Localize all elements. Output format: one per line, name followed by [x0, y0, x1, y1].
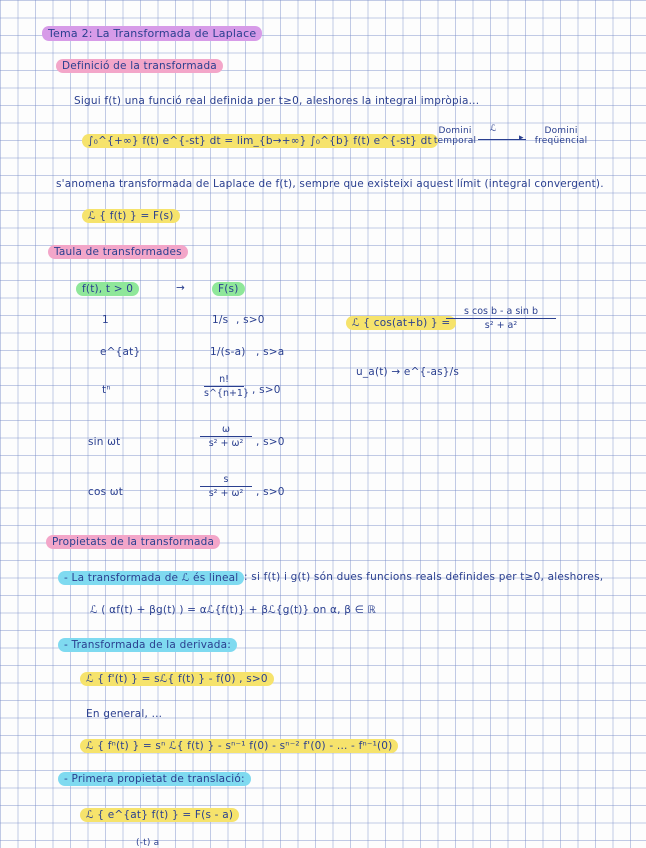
- table-row-cond: , s>0: [252, 384, 281, 396]
- fraction-bar: [200, 486, 252, 487]
- property-derivative-general-formula: ℒ { fⁿ(t) } = sⁿ ℒ{ f(t) } - sⁿ⁻¹ f(0) - sⁿ⁻² f'(0) - ... - fⁿ⁻¹(0): [80, 739, 398, 753]
- intro-text: Sigui f(t) una funció real definida per t≥0, aleshores la integral impròpia...: [74, 95, 480, 107]
- table-row-cond: , s>a: [256, 346, 285, 358]
- bottom-partial-text: (-t) a: [136, 838, 160, 848]
- table-row-F: 1/(s-a): [210, 346, 246, 358]
- fraction-bar: [446, 318, 556, 319]
- laplace-symbol: ℒ: [490, 124, 497, 134]
- fraction-bar: [204, 386, 244, 387]
- definition-formula: ℒ { f(t) } = F(s): [82, 209, 180, 223]
- domain-frequency-label: Domini freqüencial: [534, 126, 588, 146]
- table-row-cond: , s>0: [236, 314, 265, 326]
- section-definition-heading: Definició de la transformada: [56, 59, 223, 73]
- table-row-f: sin ωt: [88, 436, 121, 448]
- table-row-f: tⁿ: [102, 384, 111, 396]
- table-row-cond: , s>0: [256, 486, 285, 498]
- table-row-F-fraction: [200, 474, 252, 499]
- fraction-numerator: n!: [219, 374, 229, 385]
- fraction-denominator: s^{n+1}: [204, 388, 250, 399]
- table-row-cond: , s>0: [256, 436, 285, 448]
- fraction-denominator: s² + ω²: [208, 438, 244, 449]
- property-derivative-general-label: En general, ...: [86, 708, 163, 720]
- laplace-integral-formula: ∫₀^{+∞} f(t) e^{-st} dt = lim_{b→+∞} ∫₀^{b} f(t) e^{-st} dt: [82, 134, 438, 148]
- step-function-formula: u_a(t) → e^{-as}/s: [356, 366, 460, 378]
- table-row-f: e^{at}: [100, 346, 141, 358]
- property-derivative-formula: ℒ { f'(t) } = sℒ{ f(t) } - f(0) , s>0: [80, 672, 274, 686]
- fraction-denominator: s² + ω²: [208, 488, 244, 499]
- property-linearity-title: - La transformada de ℒ és lineal: [58, 571, 244, 585]
- fraction-denominator: s² + a²: [484, 320, 518, 331]
- table-header-F: F(s): [212, 282, 245, 296]
- section-properties-heading: Propietats de la transformada: [46, 535, 220, 549]
- fraction-numerator: ω: [222, 424, 230, 435]
- table-row-F: 1/s: [212, 314, 229, 326]
- cos-shift-formula-lhs: ℒ { cos(at+b) } =: [346, 316, 456, 330]
- definition-sentence: s'anomena transformada de Laplace de f(t), sempre que existeixi aquest límit (integral convergent).: [56, 178, 604, 190]
- table-row-F-fraction: [204, 374, 250, 399]
- fraction-numerator: s cos b - a sin b: [464, 306, 538, 317]
- domain-arrow-head: ▸: [519, 133, 524, 143]
- property-linearity-formula: ℒ ( αf(t) + βg(t) ) = αℒ{f(t)} + βℒ{g(t)} on α, β ∈ ℝ: [90, 604, 377, 616]
- property-linearity-text: : si f(t) i g(t) són dues funcions reals definides per t≥0, aleshores,: [244, 571, 604, 583]
- table-header-arrow: →: [176, 282, 185, 294]
- cos-shift-fraction: [446, 306, 556, 331]
- table-row-f: cos ωt: [88, 486, 124, 498]
- table-header-f: f(t), t > 0: [76, 282, 139, 296]
- table-row-f: 1: [102, 314, 109, 326]
- section-table-heading: Taula de transformades: [48, 245, 188, 259]
- property-translation-title: - Primera propietat de translació:: [58, 772, 251, 786]
- fraction-bar: [200, 436, 252, 437]
- property-derivative-title: - Transformada de la derivada:: [58, 638, 237, 652]
- domain-temporal-label: Domini temporal: [433, 126, 477, 146]
- table-row-F-fraction: [200, 424, 252, 449]
- property-translation-formula: ℒ { e^{at} f(t) } = F(s - a): [80, 808, 239, 822]
- page-title: Tema 2: La Transformada de Laplace: [42, 26, 262, 41]
- fraction-numerator: s: [223, 474, 229, 485]
